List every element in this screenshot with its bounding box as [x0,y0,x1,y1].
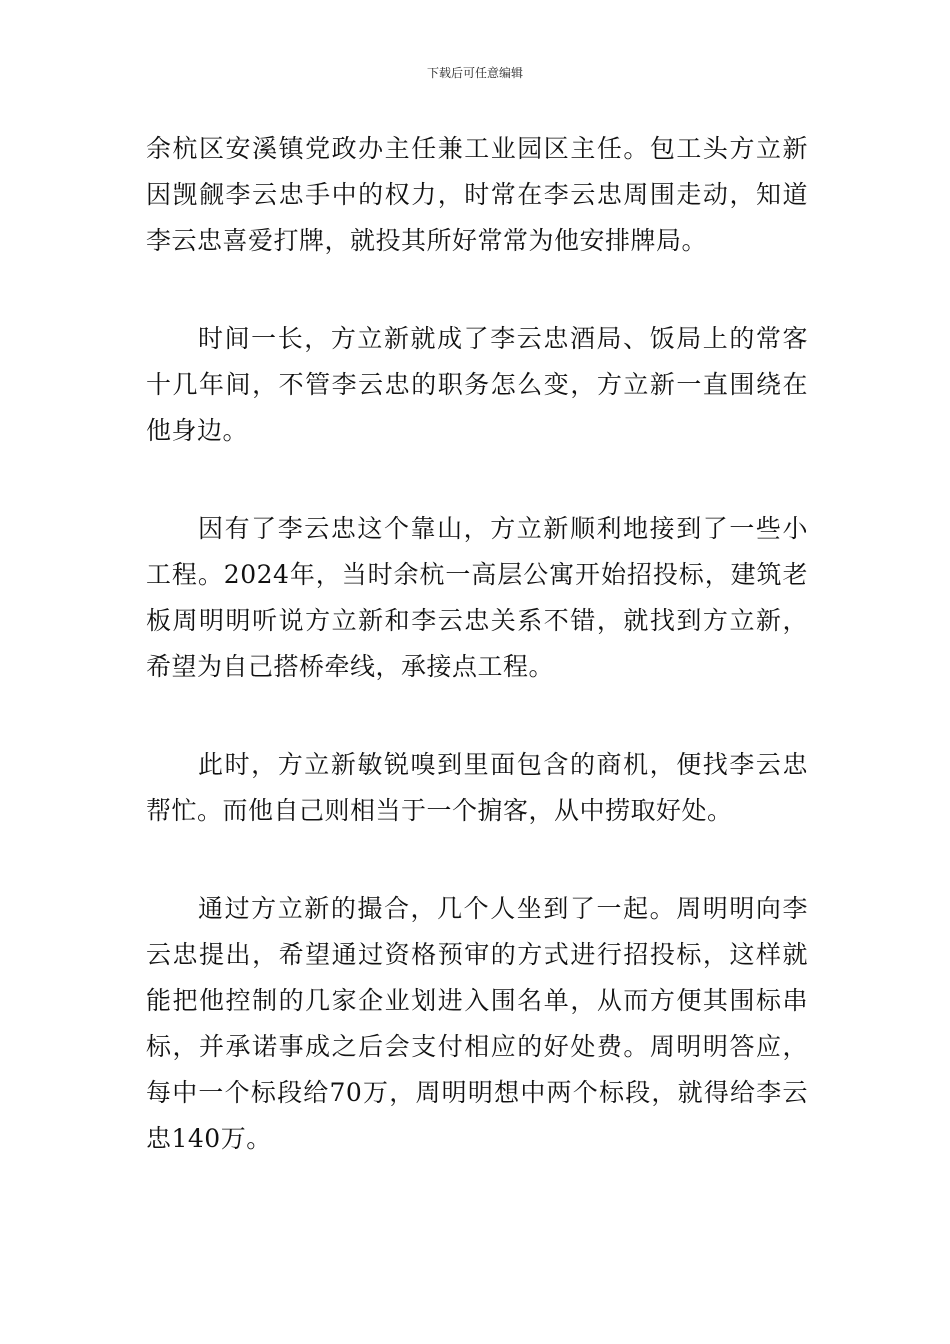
paragraph-1: 余杭区安溪镇党政办主任兼工业园区主任。包工头方立新因觊觎李云忠手中的权力，时常在李云忠周围走动，知道李云忠喜爱打牌，就投其所好常常为他安排牌局。 [146,134,808,255]
paragraph-3: 因有了李云忠这个靠山，方立新顺利地接到了一些小工程。2024年，当时余杭一高层公寓开始招投标，建筑老板周明明听说方立新和李云忠关系不错，就找到方立新，希望为自己搭桥牵线，承接点工程。 [146,514,808,681]
paragraph-4: 此时，方立新敏锐嗅到里面包含的商机，便找李云忠帮忙。而他自己则相当于一个掮客，从中捞取好处。 [146,750,808,825]
paragraph-2: 时间一长，方立新就成了李云忠酒局、饭局上的常客十几年间，不管李云忠的职务怎么变，方立新一直围绕在他身边。 [146,324,808,445]
document-body [146,126,808,1214]
page-header: 下载后可任意编辑 [426,66,523,80]
paragraph-5: 通过方立新的撮合，几个人坐到了一起。周明明向李云忠提出，希望通过资格预审的方式进行招投标，这样就能把他控制的几家企业划进入围名单，从而方便其围标串标，并承诺事成之后会支付相应的好处费。周明明答应，每中一个标段给70万，周明明想中两个标段，就得给李云忠140万。 [146,894,808,1153]
